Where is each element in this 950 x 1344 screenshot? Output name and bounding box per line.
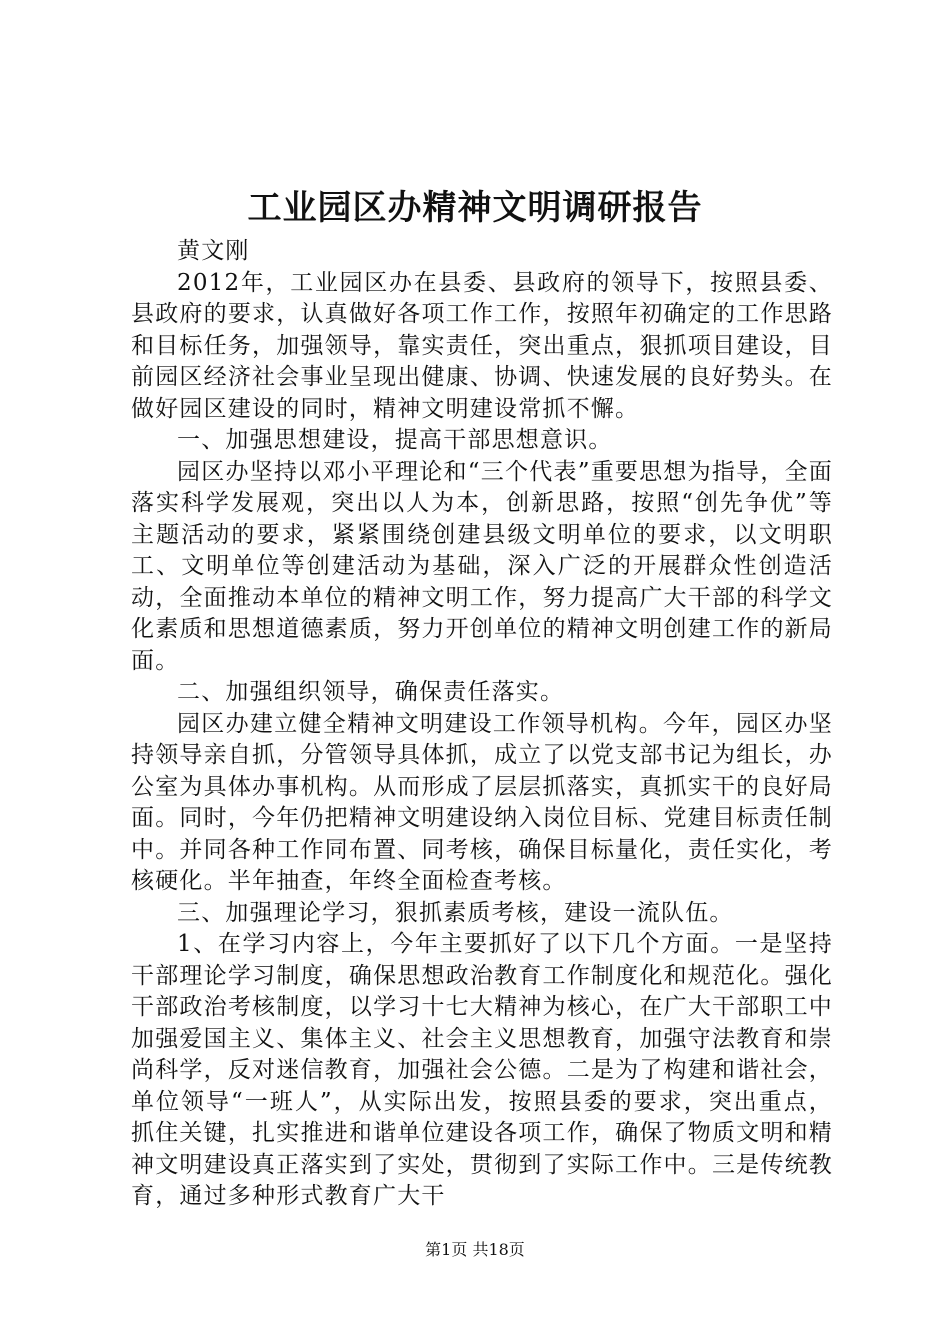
section-heading-1: 一、加强思想建设，提高干部思想意识。 [177, 427, 613, 453]
section-heading-2: 二、加强组织领导，确保责任落实。 [177, 679, 565, 705]
paragraph-intro: 2012年，工业园区办在县委、县政府的领导下，按照县委、县政府的要求，认真做好各项工作工作，按照年初确定的工作思路和目标任务，加强领导，靠实责任，突出重点，狠抓项目建设，目前园区经济社会事业呈现出健康、协调、快速发展的良好势头。在做好园区建设的同时，精神文明建设常抓不懈。 [131, 269, 833, 422]
author-name: 黄文刚 [177, 238, 250, 264]
document-body [131, 236, 833, 1213]
paragraph-section-2: 园区办建立健全精神文明建设工作领导机构。今年，园区办坚持领导亲自抓，分管领导具体抓，成立了以党支部书记为组长，办公室为具体办事机构。从而形成了层层抓落实，真抓实干的良好局面。同时，今年仍把精神文明建设纳入岗位目标、党建目标责任制中。并同各种工作同布置、同考核，确保目标量化，责任实化，考核硬化。半年抽查，年终全面检查考核。 [131, 710, 833, 894]
paragraph-section-1: 园区办坚持以邓小平理论和“三个代表”重要思想为指导，全面落实科学发展观，突出以人为本，创新思路，按照“创先争优”等主题活动的要求，紧紧围绕创建县级文明单位的要求，以文明职工、文明单位等创建活动为基础，深入广泛的开展群众性创造活动，全面推动本单位的精神文明工作，努力提高广大干部的科学文化素质和思想道德素质，努力开创单位的精神文明创建工作的新局面。 [131, 458, 833, 674]
page-number-footer: 第1页 共18页 [425, 1240, 525, 1259]
paragraph-section-3-item-1: 1、在学习内容上，今年主要抓好了以下几个方面。一是坚持干部理论学习制度，确保思想政治教育工作制度化和规范化。强化干部政治考核制度，以学习十七大精神为核心，在广大干部职工中加强爱国主义、集体主义、社会主义思想教育，加强守法教育和崇尚科学，反对迷信教育，加强社会公德。二是为了构建和谐社会，单位领导“一班人”，从实际出发，按照县委的要求，突出重点，抓住关键，扎实推进和谐单位建设各项工作，确保了物质文明和精神文明建设真正落实到了实处，贯彻到了实际工作中。三是传统教育，通过多种形式教育广大干 [131, 931, 833, 1209]
document-title: 工业园区办精神文明调研报告 [247, 188, 703, 228]
section-heading-3: 三、加强理论学习，狠抓素质考核，建设一流队伍。 [177, 899, 734, 926]
